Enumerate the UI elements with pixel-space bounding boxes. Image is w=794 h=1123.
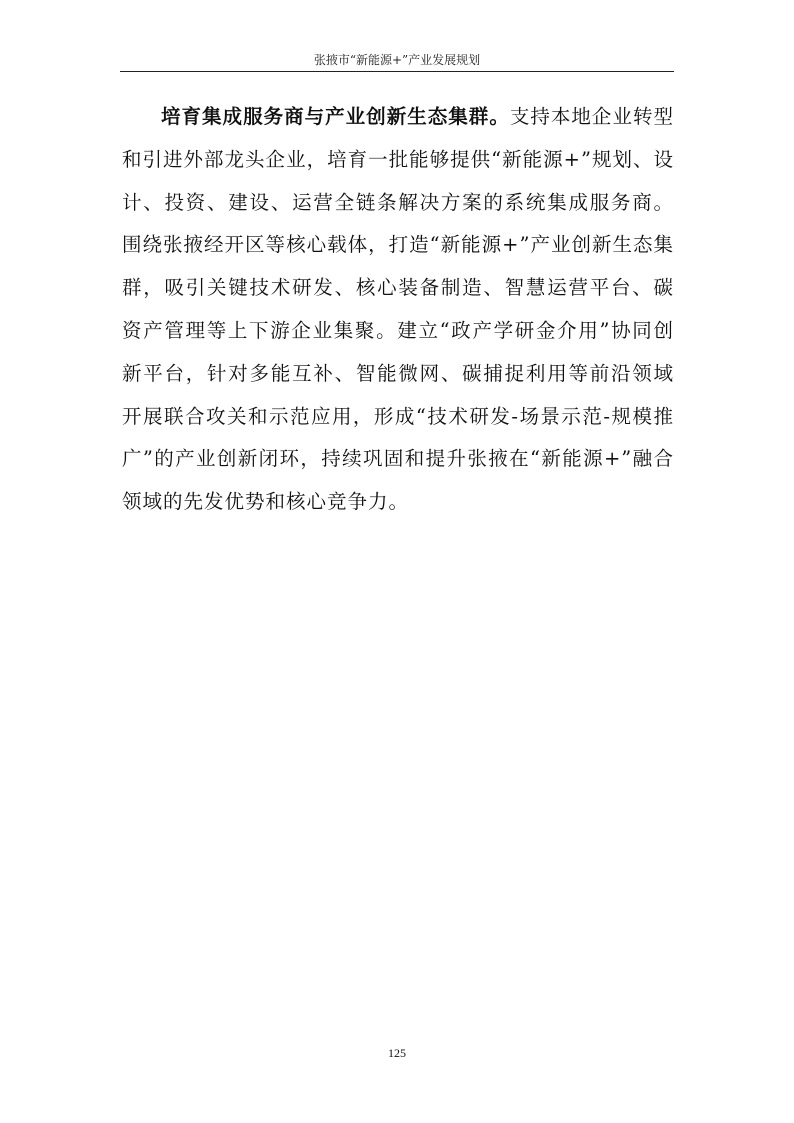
header-divider bbox=[120, 71, 674, 72]
page-number: 125 bbox=[388, 1046, 406, 1060]
body-paragraph bbox=[122, 96, 674, 524]
paragraph-body-text: 支持本地企业转型和引进外部龙头企业，培育一批能够提供“新能源+”规划、设计、投资、建设、运营全链条解决方案的系统集成服务商。围绕张掖经开区等核心载体，打造“新能源+”产业创新生态集群，吸引关键技术研发、核心装备制造、智慧运营平台、碳资产管理等上下游企业集聚。建立“政产学研金介用”协同创新平台，针对多能互补、智能微网、碳捕捉利用等前沿领域开展联合攻关和示范应用，形成“技术研发-场景示范-规模推广”的产业创新闭环，持续巩固和提升张掖在“新能源+”融合领域的先发优势和核心竞争力。 bbox=[122, 105, 674, 514]
running-header: 张掖市“新能源+”产业发展规划 bbox=[313, 53, 481, 67]
paragraph-lead-heading: 培育集成服务商与产业创新生态集群。 bbox=[161, 105, 510, 128]
